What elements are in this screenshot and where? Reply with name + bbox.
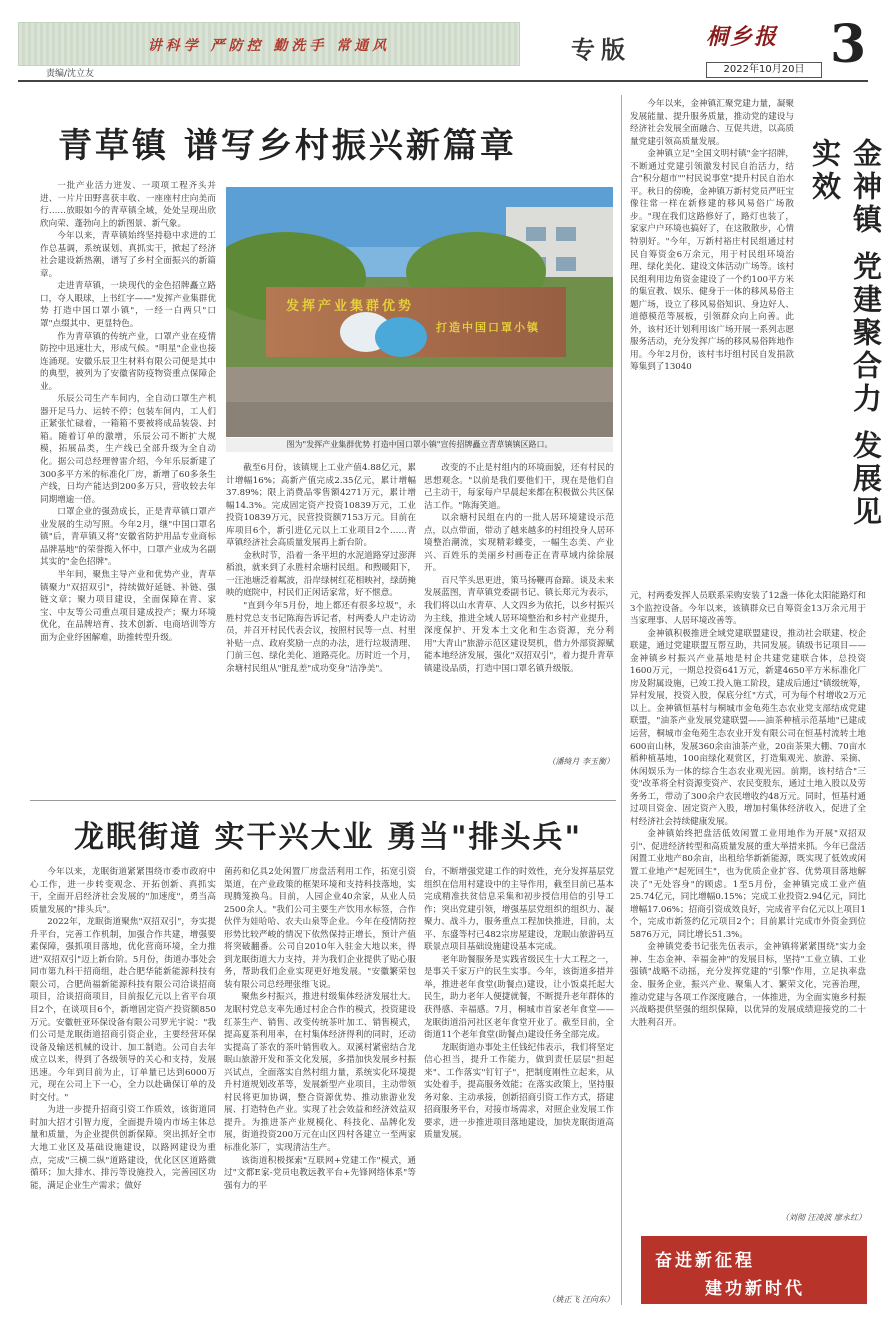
- page-number: 3: [830, 14, 867, 75]
- paragraph: 截至6月份，该镇规上工业产值4.88亿元，累计增幅16%；高新产值完成2.35亿元，累计增幅37.89%；限上消费品零售额4271万元，累计增幅14.3%。完成固定资产投资10839万元，工业投资10839万元，民营投资额7153万元。目前在库项目6个，新引进亿元以上工业项目2个……青草镇经济社会高质量发展再上新台阶。: [226, 463, 416, 549]
- article3-col1: [30, 866, 216, 1306]
- photo-sign-right: 打造中国口罩小镇: [436, 321, 540, 334]
- article2-byline: （刘彻 汪凌波 廖永红）: [780, 1213, 866, 1222]
- paragraph: 该街道积极探索"互联网+党建工作"模式，通过"文都E家-党员电教远教平台+先锋网络体系"等强有力的平: [224, 1155, 416, 1191]
- section-label: 专版: [571, 35, 631, 64]
- paragraph: 2022年，龙眠街道聚焦"双招双引"，夯实提升平台，完善工作机制，加强合作共建，增强要素保障，强抓项目落地，优化营商环境，全力推进"双招双引"迈上新台阶。5月份，街道办事处会同市第九科干招商组，赴合肥华能新能源科技有限公司，合肥尚福新能源科技有限公司洽谈招商项目，洽谈招商项目，目前报亿元以上省平台项目2个，在谈项目6个，新增固定资产投资额850万元。安徽桩亚环保设备有限公司罗光宇说："我们公司是龙眠街道招商引资企业，主要经营环保设备及输送机械的设计、加工制造。公司自去年成立以来，得到了各级领导的关心和支持，发展迅速。今年到目前为止，订单量已达到6000万元，现在公司上下一心，全力以赴确保订单的及时交付。": [30, 917, 216, 1103]
- article3-byline: （姚正飞 汪向东）: [547, 1295, 614, 1304]
- paragraph: 以余塘村民组在内的一批人居环境建设示范点，以点带面，带动了越来越多的村组投身人居环境整治潮流，实现精彩蝶变，一幅生态美、产业兴、百姓乐的美丽乡村画卷正在青草域内徐徐展开。: [424, 513, 614, 574]
- article3-col2: [224, 866, 416, 1306]
- slogan-box: [641, 1236, 867, 1304]
- paragraph: 金神镇立足"全国文明村镇"金字招牌，不断通过党建引领激发村民自治活力，结合"积分超市""村民说事堂"提升村民自治水平。秋日的傍晚，金神镇万新村党员严旺宝像往常一样在新修建的移风易俗广场散步。"现在我们这路修好了，路灯也装了，家家户户环境也搞好了，在这散散步，心情特别好。"今年，万新村裕庄村民组通过村民自筹资金6万余元，用于村民组环境治理、绿化美化、建设文体活动广场等。该村民组利用边角资金建设了一个约100平方米的集宣教、娱乐、健身于一体的移风易俗主题广场，设立了移风易俗知识、身边好人、道德模范等展板，引领群众向上向善。此外，该村还计划利用该广场开展一系列志愿服务活动，充分发挥广场的移风易俗阵地作用。今年2月份，该村韦圩组村民自发捐款筹集到了13040: [630, 149, 794, 373]
- article2-title: 金神镇 党建聚合力 发展见实效: [808, 138, 883, 530]
- photo-caption: 图为"发挥产业集群优势 打造中国口罩小镇"宣传招牌矗立青草镇镇区路口。: [226, 438, 613, 452]
- banner-slogan: 讲科学 严防控 勤洗手 常通风: [147, 38, 391, 54]
- paragraph: 龙眠街道办事处主任钱纪伟表示，我们将坚定信心担当，提升工作能力，做到责任层层"担起来"、工作落实"钉钉子"，把制度刚性立起来，从实处着手，提高服务效能；在落实政策上，坚持服务对象、主动承接，创新招商引资工作方式，搭建招商服务平台，对接市场需求，对照企业发展工作要求，进一步推进项目落地建设，加快龙眠街道高质量发展。: [424, 1042, 614, 1141]
- paragraph: 一批产业活力迸发、一项项工程齐头并进、一片片田野喜获丰收、一座座村庄向美而行……放眼如今的青草镇全域，处处呈现出欣欣向荣、蓬勃向上的新图景、新气象。: [40, 181, 216, 229]
- slogan-line1: 奋进新征程: [655, 1251, 755, 1271]
- article3-title: 龙眠街道 实干兴大业 勇当"排头兵": [74, 820, 583, 855]
- paragraph: 聚焦乡村振兴，推进村级集体经济发展壮大。龙眠村党总支率先通过村企合作的模式，投资建设红茶生产、销售、改变传统茶叶加工、销售模式，提高夏茶利用率，在村集体经济得利的同时，还动实提高了茶农的茶叶销售收入。双溪村紧密结合龙眠山旅游开发和茶文化发展，多措加快发展乡村振兴试点，全面落实自然村组力量，系统实化环境提升村道规划改革等，发展新型产业项目，主动带领村民将更加协调，整合资源优势、推动旅游业发展、打造特色产业。实现了社会效益和经济效益双提升。为推进茶产业规模化、科技化、品牌化发展，街道投资200万元在山区四村各建立一至两家标准化茶厂，实现清洁生产。: [224, 992, 416, 1154]
- paragraph: 为进一步提升招商引资工作质效，该街道同时加大招才引智力度，全面提升境内市场主体总量和质量，为企业提供创新保障。突出抓好全市大地工业区及基础设施建设，以路网建设为重点，完成"三横二纵"道路建设，优化区区道路微循环；加大排水、排污等设施投入，完善园区功能，满足企业生产需求；做好: [30, 1105, 216, 1191]
- paragraph: 金秋时节，沿着一条平坦的水泥道路穿过澎湃稻浪，就来到了永胜村余塘村民组。和煦暖阳下，一汪池塘泛着粼波，沿岸绿树红花相映衬，绿荫掩映的庭院中，村民们正闲话家常，好不惬意。: [226, 550, 416, 599]
- paragraph: 改变的不止是村组内的环境面貌，还有村民的思想观念。"以前是我们要他们干，现在是他们自己主动干，每家每户早晨起来都在积极做公共区保洁工作。"陈海笑道。: [424, 463, 614, 511]
- masthead-logo: 桐乡报: [706, 24, 779, 50]
- article1-col3: [424, 462, 614, 752]
- paragraph: 金神镇积极推进全域党建联盟建设，推动社会联建、校企联建，通过党建联盟互帮互助，共同发展。镇级书记项目——金神镇乡村振兴产业基地是村企共建党建联合体，总投资1600万元，一期总投资641万元，新建4650平方米标准化厂房及附属设施，已竣工投入施工阶段，建成后通过"镇级统筹，异村发展，投资入股，保底分红"方式，可为每个村增收2万元以上。金神镇恒基村与桐城市金龟苑生态农业党支部结成党建联盟，"油茶产业发展党建联盟——油茶种植示范基地"已建成运营，桐城市金龟苑生态农业开发有限公司在恒基村流转土地600亩山林，发展360余亩油茶产业，20亩茶果大棚、70亩水稻种植基地，100亩绿化观赏区，打造集观光、旅游、采摘、休闲娱乐为一体的综合生态农业观光园。前期，该村结合"三变"改革将全村资源变资产、农民变股东，通过土地入股以及劳务务工，带动了300余户农民增收约48万元。同时，恒基村通过项目资金、固定资产入股，增加村集体经济收入，促进了全村经济社会持续健康发展。: [630, 628, 866, 827]
- article1-title: 青草镇 谱写乡村振兴新篇章: [58, 126, 517, 166]
- article1-col2: [226, 462, 416, 767]
- section-divider: [30, 800, 616, 801]
- paragraph: 金神镇党委书记张先伍表示，金神镇将紧紧围绕"实力金神、生态金神、幸福金神"的发展目标，坚持"工业立镇、工业强镇"战略不动摇，充分发挥党建的"引擎"作用，立足执率盘金、服务企业，振兴产业、聚集人才、繁荣文化，完善治理，推动党建与各项工作深度融合，一体推进，为全面实施乡村振兴战略提供坚强的组织保障，以优异的发展成绩迎接党的二十大胜利召开。: [630, 942, 866, 1028]
- header-banner: [18, 22, 520, 66]
- article2-col-top: [630, 98, 794, 590]
- paragraph: 今年以来，龙眠街道紧紧围绕市委市政府中心工作，进一步转变观念、开拓创新、真抓实干，全面开启经济社会发展的"加速度"，勇当高质量发展的"排头兵"。: [30, 867, 216, 915]
- paragraph: 作为青草镇的传统产业，口罩产业在疫情防控中迅速壮大，形成气候。"明星"企业也接连涌现。安徽乐辰卫生材料有限公司便是其中的典型，被列为了安徽省防疫物资重点保障企业。: [40, 331, 216, 392]
- article2-col-bottom: [630, 590, 866, 1220]
- article1-col1: [40, 180, 216, 800]
- paragraph: 口罩企业的强劲成长，正是青草镇口罩产业发展的生动写照。今年2月，继"中国口罩名镇"后，青草镇又将"安徽省防护用品专业商标品牌基地"的荣誉揽入怀中，口罩产业成为名副其实的"金色招牌"。: [40, 507, 216, 568]
- issue-date: 2022年10月20日: [706, 62, 822, 78]
- paragraph: 走进青草镇，一块现代的金色招牌矗立路口，夺人眼球，上书红字——"发挥产业集群优势 打造中国口罩小镇"，一经一白两只"口罩"点缀其中、更显特色。: [40, 281, 216, 330]
- paragraph: 台，不断增强党建工作的时效性，充分发挥基层党组织在信用村建设中的主导作用，截至目前已基本完成精准扶贫信息采集和初步授信用信的引导工作；突出党建引领，增强基层党组织的组织力、凝聚力、战斗力，服务重点工程加快推进，目前，太平、东盛等村已482宗房屋建设，龙眠山旅游码互联景点项目基础设施建设基本完成。: [424, 867, 614, 953]
- column-divider: [621, 95, 622, 1305]
- article3-col3: [424, 866, 614, 1286]
- paragraph: "直到今年5月份，地上都还有很多垃圾"，永胜村党总支书记陈海告诉记者，村两委人户走访动员，并召开村民代表会议，按照村民等一点、村里补贴一点、政府奖励一点的办法，进行垃圾清理、门前三包、绿化美化、道路亮化。历时近一个月，余塘村民组从"脏乱差"成功变身"洁净美"。: [226, 601, 416, 674]
- paragraph: 半年间，聚焦主导产业和优势产业，青草镇聚力"双招双引"，持续做好延链、补链、强链文章；聚力项目建设，全面保障在青、家宝、中友等公司重点项目建成投产；聚力环境优化，在品牌培育、技术创新、电商培训等方面为企业纾困解难，助推转型升级。: [40, 569, 216, 643]
- article1-photo: [226, 187, 613, 437]
- paragraph: 元，村两委发挥人员联系采购安装了12盏一体化太阳能路灯和3个监控设备。今年以来，该镇群众已自筹资金13万余元用于当家理事、人居环境改善等。: [630, 591, 866, 627]
- slogan-line2: 建功新时代: [705, 1279, 805, 1299]
- editor-credit: 责编/沈立友: [46, 69, 95, 79]
- paragraph: 老年助餐服务是实践省级民生十大工程之一，是事关千家万户的民生实事。今年，该街道多措并举，推进老年食堂(助餐点)建设，让小饭桌托起大民生，助力老年人便捷就餐，不断提升老年群体的获得感、幸福感。7月，桐城市首家老年食堂——龙眠街道沿河社区老年食堂开业了。截至目前，全街道11个老年食堂(助餐点)建设任务全部完成。: [424, 954, 614, 1041]
- article1-byline: （潘绮月 李玉衡）: [547, 757, 614, 766]
- paragraph: 今年以来，青草镇始终坚持稳中求进的工作总基调，系统谋划、真抓实干，掀起了经济社会建设新热潮，谱写了乡村全面振兴的新篇章。: [40, 231, 216, 279]
- photo-illustration: [226, 187, 613, 437]
- paragraph: 乐辰公司生产车间内，全自动口罩生产机器开足马力、运转不停；包装车间内，工人们正紧张忙碌着，一箱箱不要被将成品装袋、封箱。随着订单的激增，乐辰公司不断扩大规模，拓展品类，生产线已全部升级为全自动化。据公司总经理曾雷介绍，今年乐辰新建了300多平方米的标准化厂房，新增了60多条生产线，日均产能达到200多万只，营收较去年同期增逾一倍。: [40, 394, 216, 505]
- paragraph: 今年以来，金神镇汇聚党建力量，凝聚发展能量、提升服务质量，推动党的建设与经济社会发展全面融合、互促共进，以高质量党建引领高质量发展。: [630, 99, 794, 147]
- paragraph: 菌药和亿具2处闲置厂房盘活利用工作，拓宽引资渠道，在产业政策的框架环境和支持科技落地，实现腾笼换鸟。目前，人园企业40余家，从业人员2500余人。"我们公司主要生产饮用水标签，合作伙伴为娃哈哈、农夫山泉等企业。今年在疫情防控形势比较严峻的情况下依然保持正增长，预计产值将突破翻番。公司自2010年入驻金大地以来，得到龙眠街道大力支持，并为我们企业提供了贴心服务，帮助我们企业实现更好地发展。"安徽繁荣包装有限公司总经理张维飞说。: [224, 867, 416, 990]
- paragraph: 百尺竿头思更进，策马扬鞭再奋蹄。谈及未来发展蓝图，青草镇党委副书记、镇长郑元为表示，我们将以山水青草、人文四乡为依托，以乡村振兴为主线，推进全域人居环境整治和乡村产业提升，深度保护、开发本土文化和生态资源，充分利用"大青山"旅游示范区建设契机，借力外部资源赋能本地经济发展，强化"双招双引"，着力提升青草镇建设品质，打造中国口罩名镇升级版。: [424, 575, 614, 674]
- photo-sign-left: 发挥产业集群优势: [286, 299, 415, 314]
- header-rule: [18, 80, 868, 82]
- paragraph: 金神镇始终把盘活低效闲置工业用地作为开展"双招双引"、促进经济转型和高质量发展的重大举措来抓。今年已盘活闲置工业地产80余亩，出租给华新新能源，既实现了低效或闲置工业地产"起死回生"，也为优质企业扩容、优势项目落地解决了"无处容身"的顾虑。1至5月份，金神镇完成工业产值25.74亿元，同比增幅0.15%；完成工业投资2.94亿元，同比增幅17.06%；招商引资成效良好，完成省平台亿元以上项目1个，完成市新签约亿元项目2个；目前累计完成市外资金到位5876万元，同比增长51.3%。: [630, 829, 866, 940]
